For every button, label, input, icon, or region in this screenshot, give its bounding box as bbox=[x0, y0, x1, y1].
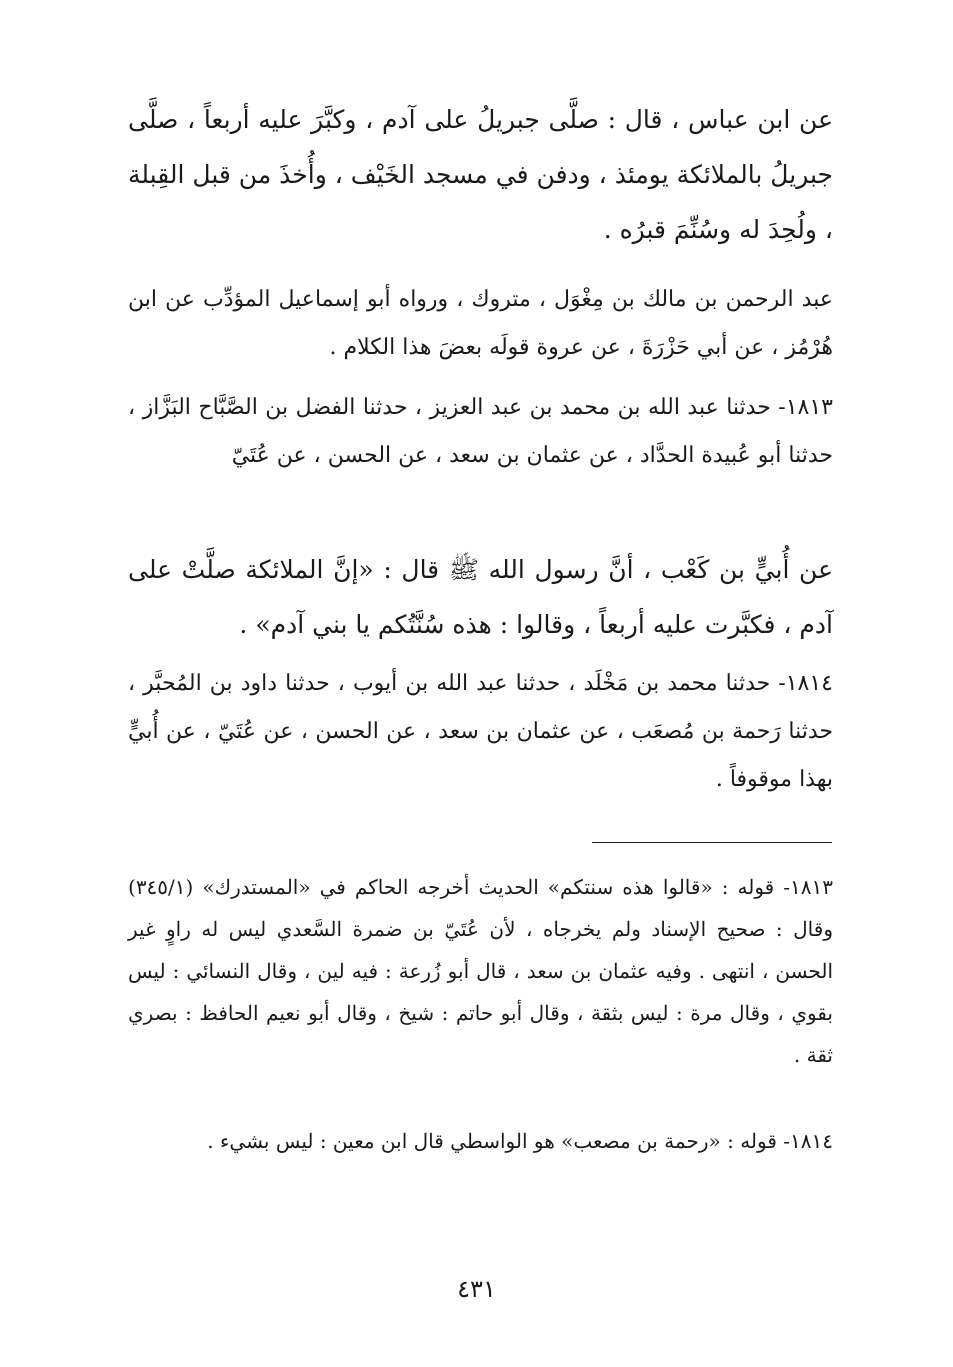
hadith-1814-chain: ١٨١٤- حدثنا محمد بن مَخْلَد ، حدثنا عبد الله بن أيوب ، حدثنا داود بن المُحبَّر ، حدثنا رَحمة بن مُصعَب ، عن عثمان بن سعد ، عن الحسن ، عن عُتَيّ ، عن أُبيٍّ بهذا موقوفاً . bbox=[128, 671, 833, 792]
paragraph-ibn-abbas: عن ابن عباس ، قال : صلَّى جبريلُ على آدم ، وكبَّرَ عليه أربعاً ، صلَّى جبريلُ بالملائكة يومئذ ، ودفن في مسجد الخَيْف ، وأُخذَ من قبل القِبلة ، ولُحِدَ له وسُنِّمَ قبرُه . bbox=[128, 105, 833, 244]
footnote-1813: ١٨١٣- قوله : «قالوا هذه سنتكم» الحديث أخرجه الحاكم في «المستدرك» (٣٤٥/١) وقال : صحيح الإسناد ولم يخرجاه ، لأن عُتَيّ بن ضمرة السَّعدي ليس له راوٍ غير الحسن ، انتهى . وفيه عثمان بن سعد ، قال أبو زُرعة : فيه لين ، وقال النسائي : ليس بقوي ، وقال مرة : ليس بثقة ، وقال أبو حاتم : شيخ ، وقال أبو نعيم الحافظ : بصري ثقة . bbox=[128, 875, 833, 1067]
hadith-1813-chain: ١٨١٣- حدثنا عبد الله بن محمد بن عبد العزيز ، حدثنا الفضل بن الصَّبَّاح البَزَّاز ، حدثنا أبو عُبيدة الحدَّاد ، عن عثمان بن سعد ، عن الحسن ، عن عُتَيّ bbox=[128, 395, 833, 468]
footnote-separator bbox=[592, 842, 832, 843]
paragraph-abdulrahman: عبد الرحمن بن مالك بن مِغْوَل ، متروك ، ورواه أبو إسماعيل المؤدِّب عن ابن هُرْمُز ، عن أبي حَزْرَةَ ، عن عروة قولَه بعضَ هذا الكلام . bbox=[128, 287, 833, 360]
hadith-1813-text: عن أُبيٍّ بن كَعْب ، أنَّ رسول الله ﷺ قال : «إنَّ الملائكة صلَّتْ على آدم ، فكبَّرت عليه أربعاً ، وقالوا : هذه سُنَّتُكم يا بني آدم» . bbox=[128, 555, 833, 639]
footnote-1814: ١٨١٤- قوله : «رحمة بن مصعب» هو الواسطي قال ابن معين : ليس بشيء . bbox=[207, 1129, 833, 1153]
page-number: ٤٣١ bbox=[457, 1275, 496, 1303]
